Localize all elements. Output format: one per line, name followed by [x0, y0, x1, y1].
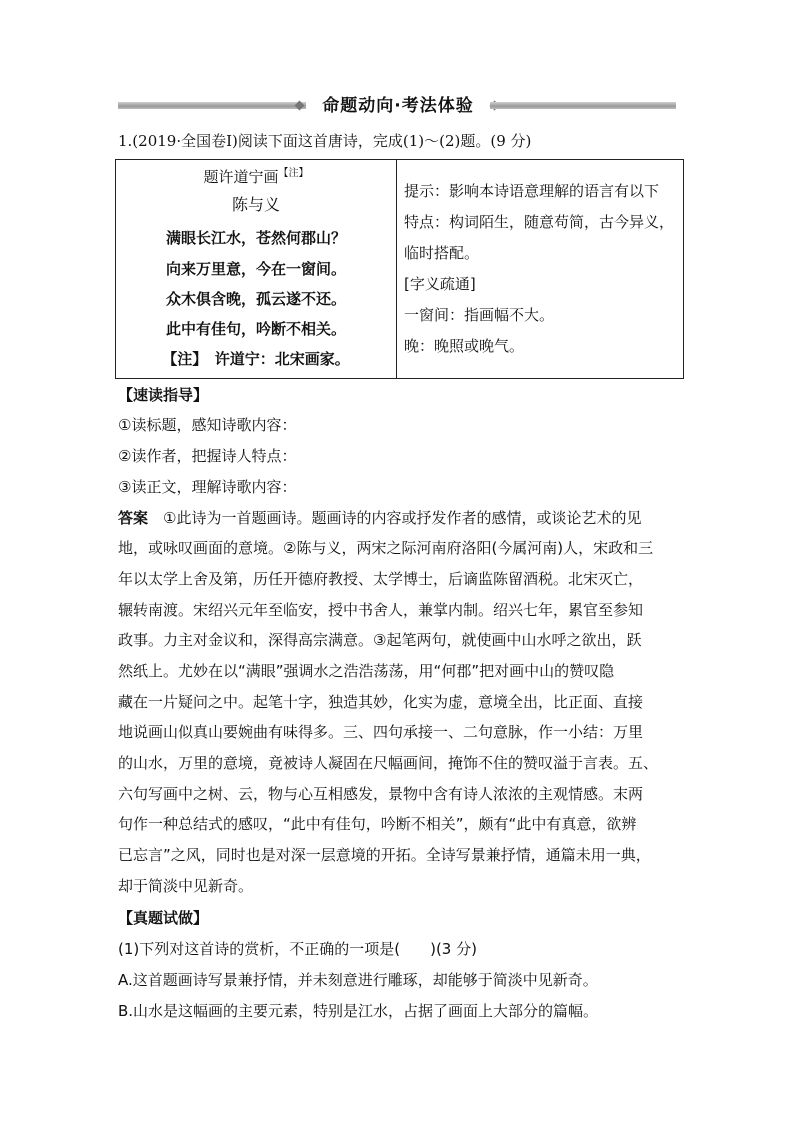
hint-line: 一窗间：指画幅不大。 — [404, 306, 555, 324]
answer-line: ①此诗为一首题画诗。题画诗的内容或抒发作者的感情，或谈论艺术的见 — [163, 509, 642, 527]
poem-line: 众木俱含晚，孤云遂不还。 — [165, 290, 346, 308]
answer-label: 答案 — [118, 509, 149, 527]
poem-note-mark: 【注】 — [278, 168, 309, 179]
hint-cell — [404, 176, 676, 362]
hint-line: 临时搭配。 — [404, 244, 480, 262]
guide-item: ②读作者，把握诗人特点： — [118, 447, 297, 465]
poem-title — [116, 164, 396, 187]
poem-table — [115, 159, 684, 379]
answer-line: 句作一种总结式的感叹，“此中有佳句，吟断不相关”，颇有“此中有真意，欲辨 — [118, 815, 637, 833]
answer-line: 已忘言”之风，同时也是对深一层意境的开拓。全诗写景兼抒情，通篇未用一典， — [118, 846, 651, 864]
answer-line: 政事。力主对金议和，深得高宗满意。③起笔两句，就使画中山水呼之欲出，跃 — [118, 631, 642, 649]
answer-line: 然纸上。尤妙在以“满眼”强调水之浩浩荡荡，用“何郡”把对画中山的赞叹隐 — [118, 662, 615, 680]
answer-line: 地说画山似真山要婉曲有味得多。三、四句承接一、二句意脉，作一小结：万里 — [118, 723, 644, 741]
guide-heading: 【速读指导】 — [118, 386, 209, 404]
banner-title: 命题动向·考法体验 — [322, 96, 474, 116]
hint-line: [字义疏通] — [404, 275, 476, 293]
answer-line: 辗转南渡。宋绍兴元年至临安，授中书舍人，兼掌内制。绍兴七年，累官至参知 — [118, 601, 644, 619]
banner-bar-right — [490, 102, 676, 109]
section-banner — [118, 94, 676, 118]
answer-line: 藏在一片疑问之中。起笔十字，独造其妙，化实为虚，意境全出，比正面、直接 — [118, 693, 644, 711]
practice-question: (1)下列对这首诗的赏析，不正确的一项是( )(3 分) — [118, 940, 477, 958]
answer-line: 六句写画中之树、云，物与心互相感发，景物中含有诗人浓浓的主观情感。末两 — [118, 785, 644, 803]
table-divider — [396, 160, 397, 378]
answer-line: 地，或咏叹画面的意境。②陈与义，两宋之际河南府洛阳(今属河南)人，宋政和三 — [118, 539, 654, 557]
answer-line: 却于简淡中见新奇。 — [118, 877, 254, 895]
poem-note: 【注】 许道宁：北宋画家。 — [162, 350, 350, 368]
guide-item: ①读标题，感知诗歌内容： — [118, 416, 297, 434]
practice-heading: 【真题试做】 — [118, 909, 209, 927]
hint-line: 晚：晚照或晚气。 — [404, 337, 525, 355]
banner-bar-left — [118, 102, 306, 109]
hint-line: 特点：构词陌生，随意苟简，古今异义， — [404, 213, 675, 231]
poem-author: 陈与义 — [231, 195, 280, 214]
answer-line-first — [118, 507, 684, 528]
practice-option-a: A.这首题画诗写景兼抒情，并未刻意进行雕琢，却能够于简淡中见新奇。 — [118, 971, 598, 989]
poem-line: 此中有佳句，吟断不相关。 — [165, 320, 346, 338]
practice-option-b: B.山水是这幅画的主要元素，特别是江水，占据了画面上大部分的篇幅。 — [118, 1002, 599, 1020]
poem-line: 向来万里意，今在一窗间。 — [165, 260, 346, 278]
poem-line: 满眼长江水，苍然何郡山？ — [165, 229, 346, 247]
question-header: 1.(2019·全国卷Ⅰ)阅读下面这首唐诗，完成(1)～(2)题。(9 分) — [118, 132, 532, 150]
answer-line: 年以太学上舍及第，历任开德府教授、太学博士，后谪监陈留酒税。北宋灭亡， — [118, 570, 644, 588]
answer-line: 的山水，万里的意境，竟被诗人凝固在尺幅画间，掩饰不住的赞叹溢于言表。五、 — [118, 754, 659, 772]
poem-title-text: 题许道宁画 — [203, 168, 279, 186]
hint-line: 提示：影响本诗语意理解的语言有以下 — [404, 182, 660, 200]
guide-item: ③读正文，理解诗歌内容： — [118, 478, 297, 496]
